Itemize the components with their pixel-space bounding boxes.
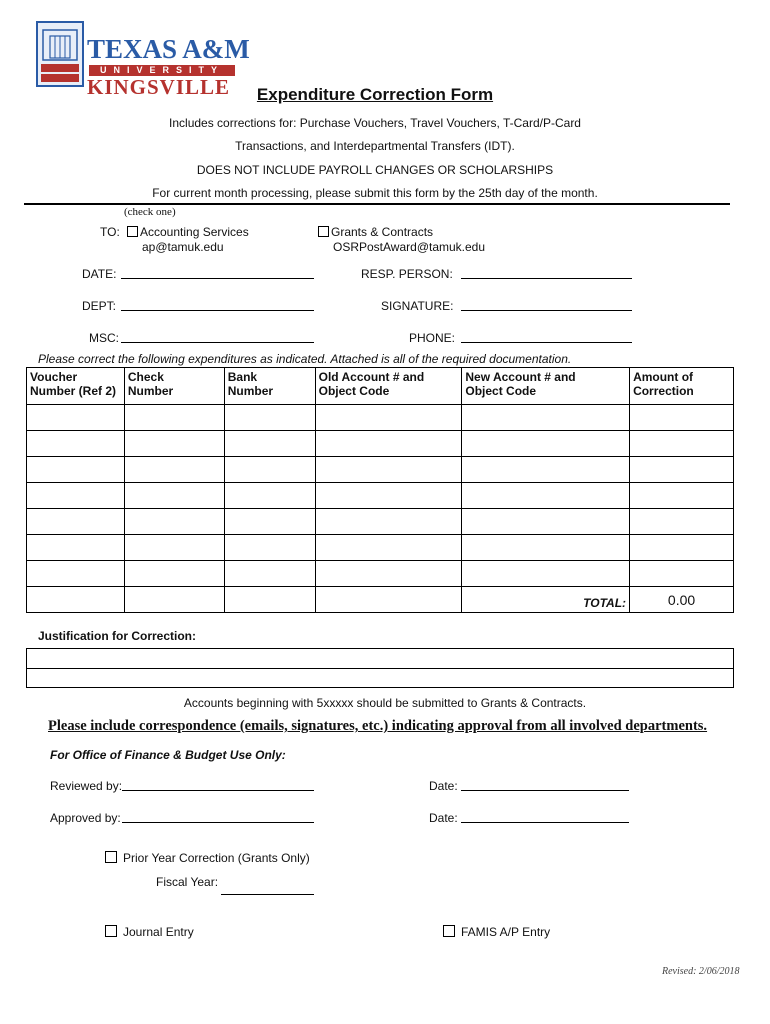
table-total-row: [27, 587, 734, 613]
reviewed-by-label: Reviewed by:: [50, 779, 123, 793]
check-one-note: (check one): [124, 206, 176, 218]
table-header-row: [27, 368, 734, 405]
header-divider: [24, 203, 730, 205]
intro-line-2: Transactions, and Interdepartmental Transfers (IDT).: [235, 139, 515, 153]
table-row: [27, 457, 734, 483]
to-label: TO:: [100, 225, 120, 239]
prior-year-option[interactable]: [105, 851, 310, 865]
table-row: [27, 509, 734, 535]
dept-label: DEPT:: [82, 299, 117, 313]
prior-year-checkbox[interactable]: [105, 851, 117, 863]
phone-label: PHONE:: [409, 331, 456, 345]
prior-year-label: Prior Year Correction (Grants Only): [123, 851, 310, 865]
msc-label: MSC:: [89, 331, 119, 345]
col-bank-header: Bank Number: [224, 368, 315, 405]
grants-label: Grants & Contracts: [331, 225, 434, 239]
journal-entry-label: Journal Entry: [123, 925, 194, 939]
date-field[interactable]: [121, 264, 314, 279]
reviewed-by-field[interactable]: [122, 776, 314, 791]
resp-person-field[interactable]: [461, 264, 632, 279]
accounting-label: Accounting Services: [140, 225, 249, 239]
logo-line3: KINGSVILLE: [87, 75, 231, 99]
col-old-account-header: Old Account # and Object Code: [315, 368, 462, 405]
famis-option[interactable]: [443, 925, 550, 939]
grants-note: Accounts beginning with 5xxxxx should be submitted to Grants & Contracts.: [183, 696, 587, 710]
intro-line-4: For current month processing, please submit this form by the 25th day of the month.: [152, 186, 598, 200]
col-voucher-header: Voucher Number (Ref 2): [27, 368, 125, 405]
fiscal-year-label: Fiscal Year:: [156, 875, 219, 889]
university-logo: [35, 18, 250, 99]
grants-option[interactable]: [318, 225, 433, 239]
justification-label: Justification for Correction:: [38, 629, 197, 643]
logo-line1: TEXAS A&M: [87, 34, 250, 64]
col-amount-header: Amount of Correction: [630, 368, 734, 405]
form-title: Expenditure Correction Form: [256, 85, 494, 104]
total-value: 0.00: [630, 587, 734, 613]
dept-field[interactable]: [121, 296, 314, 311]
reviewed-date-field[interactable]: [461, 776, 629, 791]
revised-date: Revised: 2/06/2018: [662, 966, 740, 977]
approved-by-label: Approved by:: [50, 811, 121, 825]
date-label: DATE:: [82, 267, 117, 281]
msc-field[interactable]: [121, 328, 314, 343]
journal-entry-checkbox[interactable]: [105, 925, 117, 937]
logo-line2: UNIVERSITY: [89, 65, 235, 76]
table-row: [27, 483, 734, 509]
approved-date-field[interactable]: [461, 808, 629, 823]
justification-box: [26, 648, 734, 688]
table-row: [27, 561, 734, 587]
office-use-heading: For Office of Finance & Budget Use Only:: [50, 748, 286, 762]
signature-label: SIGNATURE:: [381, 299, 454, 313]
justification-line-1[interactable]: [27, 649, 733, 669]
phone-field[interactable]: [461, 328, 632, 343]
approved-date-label: Date:: [429, 811, 458, 825]
intro-line-1: Includes corrections for: Purchase Vouchers, Travel Vouchers, T-Card/P-Card: [169, 116, 581, 130]
instruction-text: Please correct the following expenditures as indicated. Attached is all of the required documentation.: [38, 352, 572, 366]
approved-by-field[interactable]: [122, 808, 314, 823]
expenditure-table: [26, 367, 734, 613]
signature-field[interactable]: [461, 296, 632, 311]
table-row: [27, 405, 734, 431]
intro-line-3: DOES NOT INCLUDE PAYROLL CHANGES OR SCHOLARSHIPS: [196, 163, 554, 177]
col-new-account-header: New Account # and Object Code: [462, 368, 630, 405]
grants-email: OSRPostAward@tamuk.edu: [333, 240, 486, 254]
journal-entry-option[interactable]: [105, 925, 194, 939]
resp-person-label: RESP. PERSON:: [361, 267, 453, 281]
reviewed-date-label: Date:: [429, 779, 458, 793]
grants-checkbox[interactable]: [318, 226, 329, 237]
accounting-checkbox[interactable]: [127, 226, 138, 237]
total-label: TOTAL:: [462, 587, 630, 613]
famis-label: FAMIS A/P Entry: [461, 925, 551, 939]
justification-line-2[interactable]: [27, 669, 733, 688]
table-row: [27, 431, 734, 457]
accounting-option[interactable]: [127, 225, 249, 239]
col-check-header: Check Number: [124, 368, 224, 405]
accounting-email: ap@tamuk.edu: [142, 240, 224, 254]
famis-checkbox[interactable]: [443, 925, 455, 937]
correspondence-note: Please include correspondence (emails, signatures, etc.) indicating approval from all involved departments.: [48, 718, 708, 734]
fiscal-year-field[interactable]: [221, 880, 314, 895]
table-row: [27, 535, 734, 561]
